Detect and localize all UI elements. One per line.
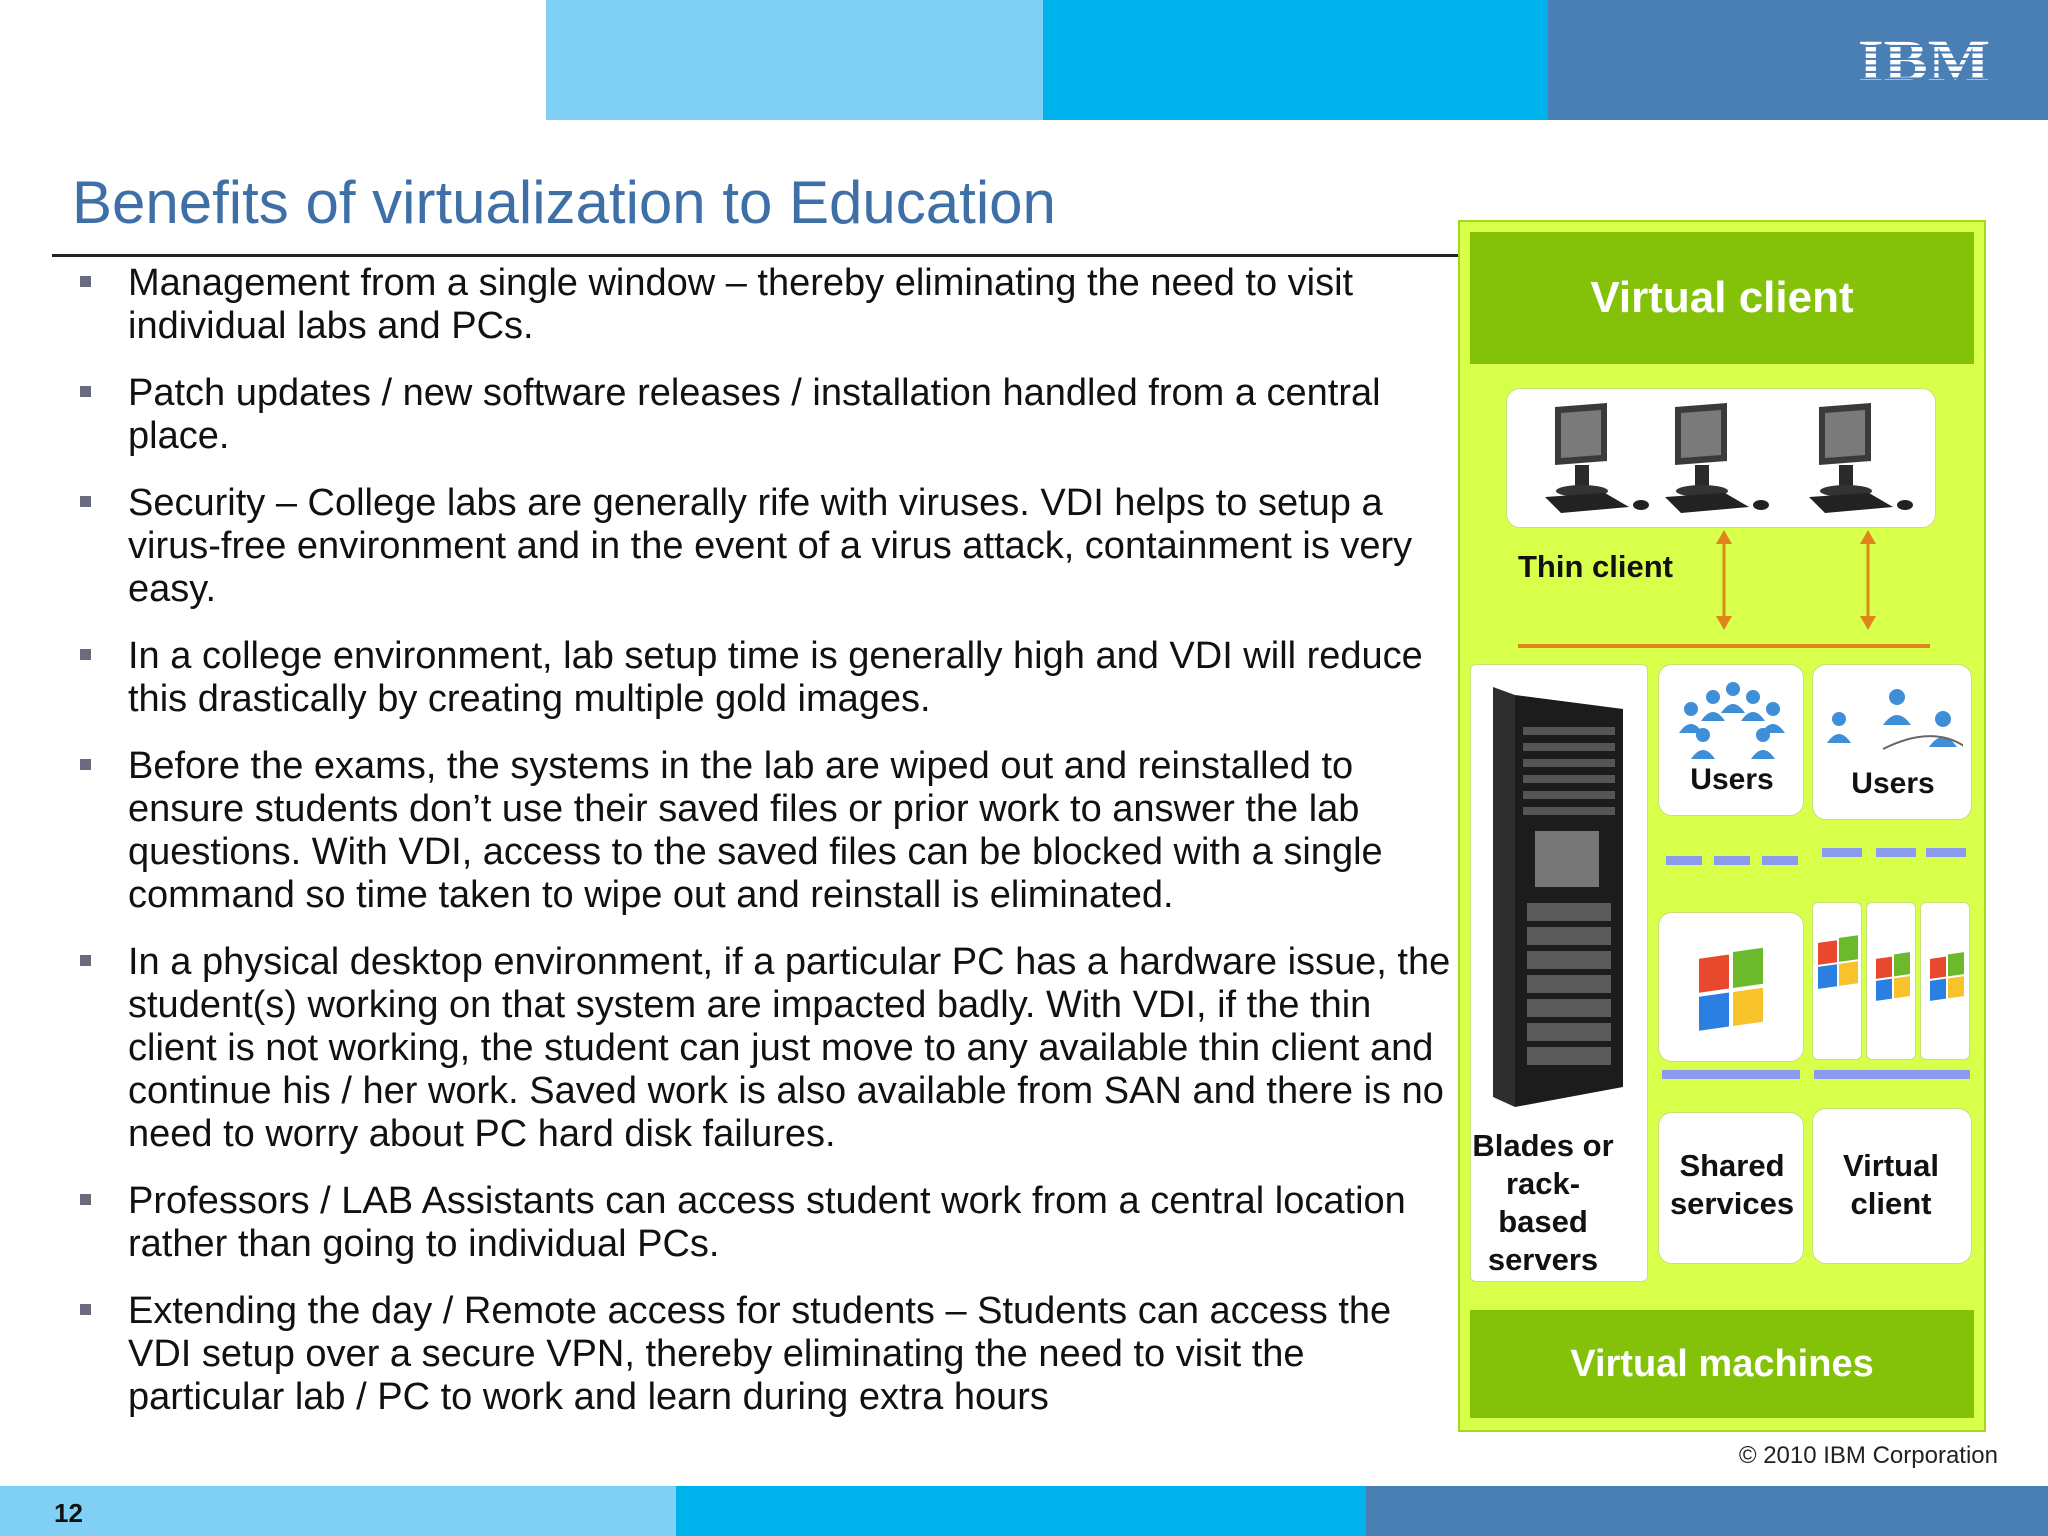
users-group-icon [1823, 679, 1963, 767]
bullet-list [80, 262, 1460, 1443]
virtual-client-label: Virtual client [1843, 1148, 1939, 1221]
connection-arrows-icon [1460, 222, 1988, 662]
connector-dash [1714, 856, 1750, 865]
bullet-square-icon [80, 1304, 91, 1315]
windows-shared-box [1658, 912, 1804, 1062]
server-rack-icon [1493, 687, 1629, 1107]
windows-vm-box-3 [1920, 902, 1970, 1060]
users-box-2 [1812, 664, 1972, 820]
users-group-icon [1667, 675, 1797, 767]
copyright: © 2010 IBM Corporation [1738, 1442, 1998, 1469]
connector-dash [1926, 848, 1966, 857]
windows-vm-box-2 [1866, 902, 1916, 1060]
page-number: 12 [54, 1498, 83, 1528]
footer-band-light [0, 1486, 676, 1536]
windows-logo-icon [1817, 931, 1859, 991]
ibm-logo-text: IBM [1858, 34, 1990, 86]
bullet-item: In a college environment, lab setup time is generally high and VDI will reduce this drastically by creating multiple gold images. [80, 635, 1460, 721]
bullet-square-icon [80, 386, 91, 397]
virtual-client-box [1812, 1108, 1972, 1264]
virtual-client-header: Virtual client [1470, 232, 1974, 364]
thin-client-label: Thin client [1518, 549, 1673, 584]
servers-label: Blades or rack-based servers [1472, 1128, 1614, 1277]
bullet-item: Before the exams, the systems in the lab are wiped out and reinstalled to ensure students don’t use their saved files or prior work to answer the lab questions. With VDI, access to the saved files can be blocked with a single command so time taken to wipe out and reinstall is eliminated. [80, 745, 1460, 917]
shared-services-label: Shared services [1669, 1148, 1795, 1221]
bullet-item: Patch updates / new software releases / installation handled from a central place. [80, 372, 1460, 458]
users-box-1 [1658, 664, 1804, 816]
connector-dash [1762, 856, 1798, 865]
slide-title: Benefits of virtualization to Education [72, 169, 1056, 236]
servers-box [1470, 664, 1648, 1282]
windows-logo-icon [1929, 947, 1965, 1003]
connector-bar [1814, 1070, 1970, 1079]
bullet-square-icon [80, 649, 91, 660]
ibm-logo [1858, 34, 1998, 86]
header-band-mid [1043, 0, 1548, 120]
footer-band-mid [676, 1486, 1366, 1536]
bullet-square-icon [80, 276, 91, 287]
connector-dash [1876, 848, 1916, 857]
users-label-2: Users [1851, 767, 1935, 800]
bullet-square-icon [80, 759, 91, 770]
connector-bar [1662, 1070, 1800, 1079]
connector-dash [1822, 848, 1862, 857]
bullet-item: In a physical desktop environment, if a particular PC has a hardware issue, the student(s) working on that system are impacted badly. With VDI, if the thin client is not working, the student can just move to any available thin client and continue his / her work. Saved work is also available from SAN and there is no need to worry about PC hard disk failures. [80, 941, 1460, 1156]
header-band-light [546, 0, 1043, 120]
windows-vm-box-1 [1812, 902, 1862, 1060]
bullet-square-icon [80, 955, 91, 966]
bullet-item: Extending the day / Remote access for students – Students can access the VDI setup over a secure VPN, thereby eliminating the need to visit the particular lab / PC to work and learn during extra hours [80, 1290, 1460, 1419]
connector-dash [1666, 856, 1702, 865]
title-rule [52, 254, 1460, 257]
windows-logo-icon [1697, 943, 1767, 1033]
bullet-item: Management from a single window – thereby eliminating the need to visit individual labs and PCs. [80, 262, 1460, 348]
bullet-square-icon [80, 1194, 91, 1205]
vdi-diagram [1458, 220, 1986, 1432]
shared-services-box [1658, 1112, 1804, 1264]
bullet-item: Professors / LAB Assistants can access student work from a central location rather than going to individual PCs. [80, 1180, 1460, 1266]
bullet-item: Security – College labs are generally rife with viruses. VDI helps to setup a virus-free environment and in the event of a virus attack, containment is very easy. [80, 482, 1460, 611]
users-label-1: Users [1690, 763, 1774, 796]
windows-logo-icon [1875, 947, 1911, 1003]
bullet-square-icon [80, 496, 91, 507]
footer-band-dark [1366, 1486, 2048, 1536]
virtual-machines-footer: Virtual machines [1470, 1310, 1974, 1418]
